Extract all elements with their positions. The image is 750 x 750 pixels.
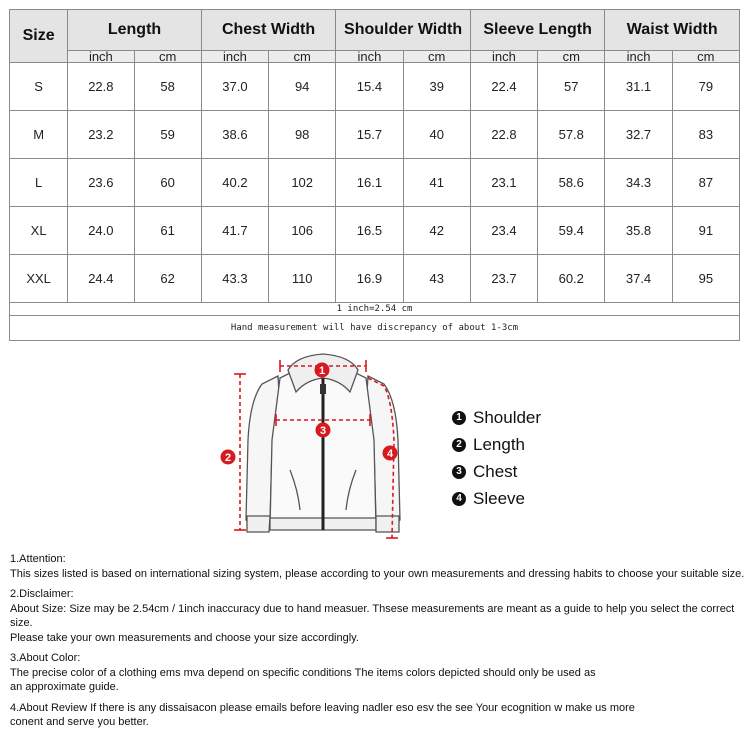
measurement-cell: 23.6	[68, 159, 134, 207]
marker-1-label: 1	[318, 365, 326, 377]
measurement-cell: 23.7	[470, 255, 537, 303]
unit-inch: inch	[605, 51, 672, 63]
measurement-cell: 16.1	[336, 159, 403, 207]
measurement-cell: 37.0	[201, 63, 268, 111]
measurement-cell: 94	[269, 63, 336, 111]
marker-1	[315, 363, 330, 378]
header-shoulder-width: Shoulder Width	[336, 10, 471, 51]
size-cell: M	[10, 111, 68, 159]
measurement-cell: 31.1	[605, 63, 672, 111]
measurement-cell: 23.4	[470, 207, 537, 255]
legend-item-length	[452, 431, 541, 458]
size-cell: L	[10, 159, 68, 207]
measurement-cell: 110	[269, 255, 336, 303]
marker-3	[316, 423, 331, 438]
header-waist-width: Waist Width	[605, 10, 740, 51]
marker-3-label: 3	[319, 425, 327, 437]
measurement-cell: 23.2	[68, 111, 134, 159]
unit-inch: inch	[68, 51, 134, 63]
measurement-cell: 60	[134, 159, 201, 207]
disclaimer-line-2: Please take your own measurements and choose your size accordingly.	[10, 631, 359, 644]
measurement-cell: 16.9	[336, 255, 403, 303]
zipper-pull	[320, 384, 326, 394]
measurement-cell: 34.3	[605, 159, 672, 207]
measurement-legend	[452, 404, 541, 512]
unit-cm: cm	[269, 51, 336, 63]
discrepancy-note: Hand measurement will have discrepancy of about 1-3cm	[10, 316, 740, 341]
legend-item-chest	[452, 458, 541, 485]
disclaimer-note	[10, 587, 745, 645]
measurement-cell: 24.4	[68, 255, 134, 303]
header-size: Size	[10, 10, 68, 63]
measurement-cell: 40	[403, 111, 470, 159]
color-line-1: The precise color of a clothing ems mva depend on specific conditions The items colors depicted should only be used as	[10, 666, 596, 679]
legend-number-badge: 1	[452, 411, 466, 425]
marker-4	[383, 446, 398, 461]
unit-inch: inch	[336, 51, 403, 63]
measurement-cell: 42	[403, 207, 470, 255]
size-cell: S	[10, 63, 68, 111]
size-cell: XXL	[10, 255, 68, 303]
measurement-cell: 15.4	[336, 63, 403, 111]
attention-text: This sizes listed is based on international sizing system, please according to your own measurements and dressing habits to choose your suitable size.	[10, 567, 745, 580]
measurement-cell: 39	[403, 63, 470, 111]
size-cell: XL	[10, 207, 68, 255]
disclaimer-title: 2.Disclaimer:	[10, 588, 74, 600]
color-line-2: an approximate guide.	[10, 681, 119, 693]
attention-note	[10, 552, 745, 581]
measurement-cell: 79	[672, 63, 739, 111]
measurement-cell: 83	[672, 111, 739, 159]
attention-title: 1.Attention:	[10, 553, 66, 565]
legend-label: Shoulder	[473, 407, 542, 427]
measurement-cell: 58.6	[538, 159, 605, 207]
measurement-cell: 24.0	[68, 207, 134, 255]
measurement-cell: 62	[134, 255, 201, 303]
legend-label: Length	[473, 434, 525, 454]
review-line-1: 4.About Review If there is any dissaisacon please emails before leaving nadler eso esv the see Your ecognition w make us more	[10, 701, 635, 714]
measurement-cell: 95	[672, 255, 739, 303]
color-title: 3.About Color:	[10, 652, 81, 664]
measurement-cell: 37.4	[605, 255, 672, 303]
legend-number-badge: 3	[452, 465, 466, 479]
legend-item-sleeve	[452, 485, 541, 512]
measurement-cell: 43.3	[201, 255, 268, 303]
review-note	[10, 701, 745, 730]
header-length: Length	[68, 10, 202, 51]
unit-cm: cm	[538, 51, 605, 63]
measurement-cell: 57	[538, 63, 605, 111]
marker-4-label: 4	[386, 448, 394, 460]
measurement-cell: 41	[403, 159, 470, 207]
measurement-cell: 15.7	[336, 111, 403, 159]
notes-section	[10, 552, 745, 736]
measurement-cell: 98	[269, 111, 336, 159]
unit-inch: inch	[201, 51, 268, 63]
measurement-cell: 57.8	[538, 111, 605, 159]
disclaimer-line-1: About Size: Size may be 2.54cm / 1inch inaccuracy due to hand measuer. Thsese measurements are meant as a guide to help you select the correct size.	[10, 602, 735, 629]
marker-2	[221, 450, 236, 465]
measurement-cell: 59	[134, 111, 201, 159]
measurement-cell: 22.8	[68, 63, 134, 111]
color-note	[10, 651, 745, 695]
measurement-cell: 61	[134, 207, 201, 255]
measurement-cell: 41.7	[201, 207, 268, 255]
measurement-cell: 102	[269, 159, 336, 207]
measurement-cell: 87	[672, 159, 739, 207]
measurement-cell: 43	[403, 255, 470, 303]
measurement-cell: 32.7	[605, 111, 672, 159]
unit-cm: cm	[403, 51, 470, 63]
measurement-cell: 16.5	[336, 207, 403, 255]
measurement-cell: 106	[269, 207, 336, 255]
measurement-cell: 35.8	[605, 207, 672, 255]
unit-cm: cm	[134, 51, 201, 63]
legend-label: Sleeve	[473, 488, 525, 508]
conversion-note: 1 inch=2.54 cm	[10, 303, 740, 316]
marker-2-label: 2	[224, 452, 232, 464]
measurement-cell: 40.2	[201, 159, 268, 207]
header-sleeve-length: Sleeve Length	[470, 10, 605, 51]
measurement-cell: 60.2	[538, 255, 605, 303]
measurement-cell: 38.6	[201, 111, 268, 159]
measurement-cell: 91	[672, 207, 739, 255]
legend-label: Chest	[473, 461, 518, 481]
unit-inch: inch	[470, 51, 537, 63]
measurement-cell: 23.1	[470, 159, 537, 207]
measurement-cell: 58	[134, 63, 201, 111]
measurement-cell: 22.4	[470, 63, 537, 111]
legend-number-badge: 4	[452, 492, 466, 506]
header-chest-width: Chest Width	[201, 10, 336, 51]
legend-number-badge: 2	[452, 438, 466, 452]
measurement-cell: 22.8	[470, 111, 537, 159]
measurement-cell: 59.4	[538, 207, 605, 255]
legend-item-shoulder	[452, 404, 541, 431]
unit-cm: cm	[672, 51, 739, 63]
review-line-2: conent and serve you better.	[10, 716, 149, 728]
